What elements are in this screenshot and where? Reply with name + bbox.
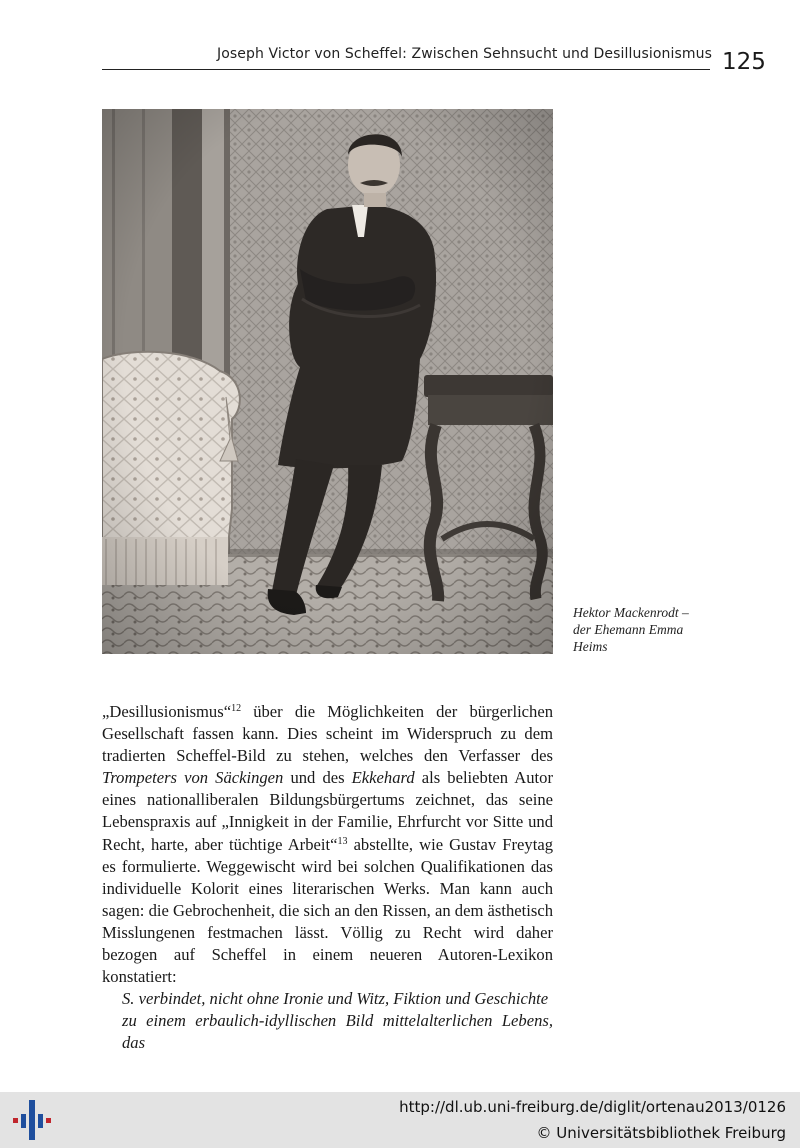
header-rule xyxy=(102,69,710,70)
portrait-photo xyxy=(102,109,553,654)
text-segment: als beliebten Autor eines nationalliberalen Bildungsbürgertums zeichnet, das seine Lebenspraxis auf „Innigkeit in der Familie, Ehrfurcht vor Sitte und Recht, harte, aber tüchtige Arbeit“ xyxy=(102,768,553,854)
text-segment: „Desillusionismus“ xyxy=(102,702,232,721)
work-title-trompeter: Trompeters von Säckingen xyxy=(102,768,284,788)
caption-line: Heims xyxy=(573,639,608,654)
footnote-ref-12[interactable]: 12 xyxy=(231,703,242,714)
quote-line: S. verbindet, nicht ohne Ironie und Witz, Fiktion und Geschichte xyxy=(122,989,549,1008)
caption-line: der Ehemann Emma xyxy=(573,622,684,637)
text-segment: und des xyxy=(283,768,352,788)
body-paragraph xyxy=(102,701,553,988)
running-title: Joseph Victor von Scheffel: Zwischen Sehnsucht und Desillusionismus xyxy=(217,46,712,62)
text-segment: abstellte, wie Gustav Freytag es formulierte. Weggewischt wird bei solchen Qualifikationen das individuelle Kolorit eines literarischen Werks. Man kann auch sagen: die Gebrochenheit, die sich an den Rissen, an dem ästhetisch Misslungenen festmachen lässt. Völlig zu Recht wird daher bezogen auf Scheffel in einem neueren Autoren-Lexikon konstatiert: xyxy=(102,834,553,987)
quote-line: zu einem erbaulich-idyllischen Bild mittelalterlichen Lebens, das xyxy=(122,1011,553,1053)
text-segment: über die Möglichkeiten der bürgerlichen Gesellschaft fassen kann. Dies scheint im Widerspruch zu dem tradierten Scheffel-Bild zu stehen, welches den Verfasser des xyxy=(102,702,553,766)
footnote-ref-13[interactable]: 13 xyxy=(337,835,348,847)
page-number: 125 xyxy=(722,49,766,75)
caption-line: Hektor Mackenrodt – xyxy=(573,605,689,620)
work-title-ekkehard: Ekkehard xyxy=(351,768,415,788)
block-quote xyxy=(122,988,553,1054)
footer-bar xyxy=(0,1092,800,1148)
figure-caption xyxy=(573,604,723,655)
source-url-link[interactable]: http://dl.ub.uni-freiburg.de/diglit/ortenau2013/0126 xyxy=(399,1098,786,1116)
ub-freiburg-logo-icon xyxy=(12,1100,52,1145)
copyright-notice: © Universitätsbibliothek Freiburg xyxy=(536,1124,786,1142)
